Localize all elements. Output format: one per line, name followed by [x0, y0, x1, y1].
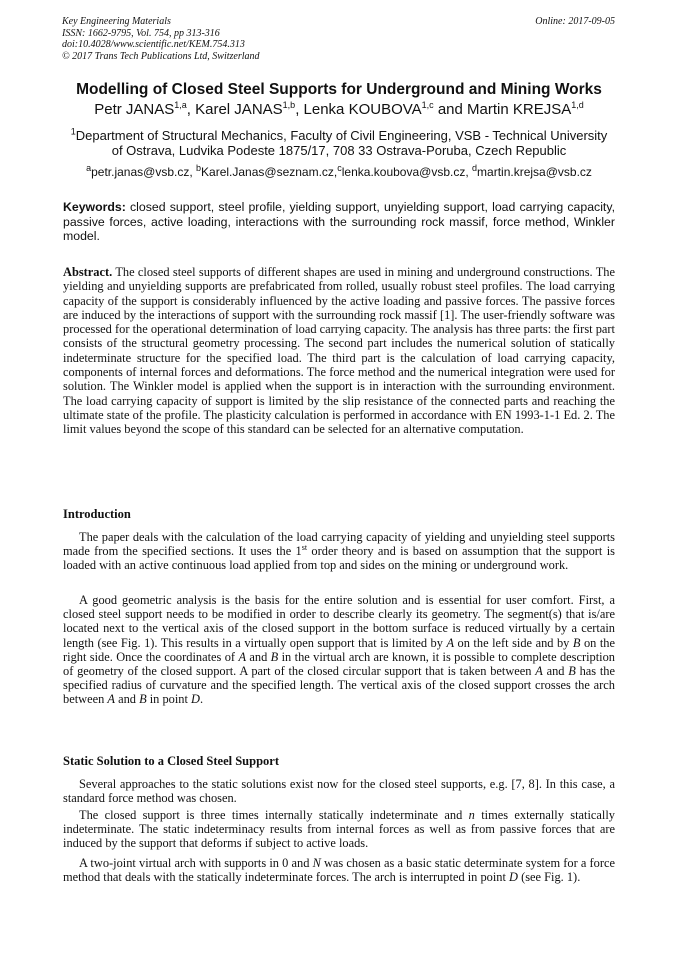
email-sup: a: [86, 163, 92, 173]
email-list: [50, 165, 628, 179]
email-sup: c: [337, 163, 342, 173]
author-name: Martin KREJSA: [467, 101, 572, 118]
math-var: A: [238, 649, 247, 664]
email-sup: b: [196, 163, 202, 173]
author-sup: 1,b: [282, 100, 296, 110]
intro-paragraph-1: [63, 530, 615, 573]
author-sep: and: [433, 101, 468, 118]
text-run: in point: [146, 692, 192, 707]
math-var: D: [191, 692, 200, 707]
static-paragraph-2: [63, 808, 615, 851]
text-run: and: [246, 649, 271, 664]
text-run: times externally statically indeterminate. The static indeterminacy results from internal forces as well as from passive forces that are induced by the support that deforms if subject to active loads.: [63, 808, 615, 851]
author-sep: ,: [186, 101, 196, 118]
affiliation-sup: 1: [70, 126, 76, 137]
keywords: [63, 200, 615, 244]
publication-header: [62, 16, 260, 62]
abstract-label: Abstract.: [63, 265, 113, 279]
math-var: A: [446, 635, 455, 650]
text-run: was chosen as a basic static determinate system for a force method that deals with the statically indeterminate forces. The arch is interrupted in point: [63, 856, 615, 885]
text-run: and: [114, 692, 140, 707]
text-run: order theory and is based on assumption that the support is loaded with an active continuous load applied from top and sides on the mining or underground work.: [63, 544, 615, 573]
text-run: has the specified radius of curvature and the specified length. The vertical axis of the closed support crosses the arch between: [63, 664, 615, 707]
email-address[interactable]: lenka.koubova@vsb.cz: [341, 165, 466, 179]
keywords-text: closed support, steel profile, yielding support, unyielding support, load carrying capacity, passive forces, active loading, interactions with the surrounding rock massif, force method, Winkler model.: [63, 200, 615, 243]
email-address[interactable]: Karel.Janas@seznam.cz: [201, 165, 334, 179]
author-list: [50, 100, 628, 120]
math-var: n: [468, 808, 475, 822]
math-var: B: [568, 664, 576, 679]
math-var: D: [509, 870, 518, 885]
author-sup: 1,a: [174, 100, 187, 110]
math-var: N: [312, 856, 321, 870]
text-run: and: [542, 664, 569, 679]
abstract-text: The closed steel supports of different shapes are used in mining and underground constructions. The yielding and unyielding supports are prefabricated from rolled, usually robust steel profiles. The load carrying capacity of the support is considerably influenced by the active loading and passive forces. The passive forces are induced by the interactions of support with the surrounding rock massif [1]. The user-friendly software was processed for the operational determination of load carrying capacity. The analysis has three parts: the first part consists of the structural geometry processing. The second part includes the numerical solution of statically indeterminate structure for the specified load. The third part is the calculation of load carrying capacity, components of internal forces and deformations. The force method and the numerical integration were used for solution. The Winkler model is applied when the support is in interaction with the surrounding environment. The load carrying capacity of support is limited by the slip resistance of the connected parts and reaching the ultimate state of the profile. The plasticity calculation is performed in accordance with EN 1993-1-1 Ed. 2. The limit values beyond the scope of this standard can be selected for an alternative computation.: [63, 265, 615, 437]
static-paragraph-3: [63, 856, 615, 884]
section-heading-introduction: Introduction: [63, 507, 131, 521]
text-run: on the right side. Once the coordinates of: [63, 635, 615, 664]
static-paragraph-1: Several approaches to the static solutions exist now for the closed steel supports, e.g. [7, 8]. In this case, a standard force method was chosen.: [63, 777, 615, 806]
text-run: in the virtual arch are known, it is possible to complete description of geometry of the closed support. A part of the closed circular support that is taken between: [63, 649, 615, 679]
math-var: B: [572, 635, 581, 650]
author-sup: 1,c: [421, 100, 434, 110]
text-run: A two-joint virtual arch with supports in 0 and: [79, 856, 313, 870]
journal-name: Key Engineering Materials: [62, 16, 171, 27]
text-run: A good geometric analysis is the basis for the entire solution and is essential for user comfort. First, a closed steel support needs to be modified in order to describe clearly its geometry. The segment(s) that is/are located next to the vertical axis of the closed support in the bottom surface is reduced virtually by a certain length (see Fig. 1). This results in a virtually open support that is limited by: [63, 593, 615, 650]
doi-line: doi:10.4028/www.scientific.net/KEM.754.313: [62, 39, 245, 50]
affiliation: [70, 128, 608, 158]
paper-title: Modelling of Closed Steel Supports for Underground and Mining Works: [76, 81, 602, 98]
keywords-label: Keywords:: [63, 200, 126, 214]
math-var: B: [270, 649, 279, 664]
author-name: Lenka KOUBOVA: [303, 101, 422, 118]
math-var: A: [535, 664, 543, 679]
author-sup: 1,d: [571, 100, 584, 110]
text-run: .: [200, 692, 204, 707]
online-date: Online: 2017-09-05: [535, 16, 615, 27]
text-run: The closed support is three times internally statically indeterminate and: [79, 808, 469, 822]
copyright-line: © 2017 Trans Tech Publications Ltd, Switzerland: [62, 50, 260, 62]
text-run: on the left side and by: [454, 635, 573, 650]
affiliation-text: Department of Structural Mechanics, Faculty of Civil Engineering, VSB - Technical University of Ostrava, Ludvika Podeste 1875/17, 708 33 Ostrava-Poruba, Czech Republic: [75, 128, 608, 158]
email-sep: ,: [333, 165, 338, 179]
section-heading-static-solution: Static Solution to a Closed Steel Support: [63, 754, 279, 768]
text-run: (see Fig. 1).: [518, 870, 581, 885]
author-name: Petr JANAS: [94, 101, 175, 118]
email-sup: d: [472, 163, 478, 173]
email-sep: ,: [189, 165, 196, 179]
abstract: [63, 265, 615, 437]
text-run: The paper deals with the calculation of the load carrying capacity of yielding and unyielding steel supports made from the specified sections. It uses the 1: [63, 530, 615, 559]
author-name: Karel JANAS: [195, 101, 283, 118]
email-address[interactable]: petr.janas@vsb.cz: [91, 165, 190, 179]
math-var: B: [139, 692, 147, 707]
email-sep: ,: [465, 165, 473, 179]
math-var: A: [107, 692, 115, 707]
email-address[interactable]: martin.krejsa@vsb.cz: [477, 165, 592, 179]
issn-line: ISSN: 1662-9795, Vol. 754, pp 313-316: [62, 27, 220, 39]
author-sep: ,: [295, 101, 304, 118]
intro-paragraph-2: [63, 593, 615, 707]
superscript: st: [301, 543, 308, 553]
